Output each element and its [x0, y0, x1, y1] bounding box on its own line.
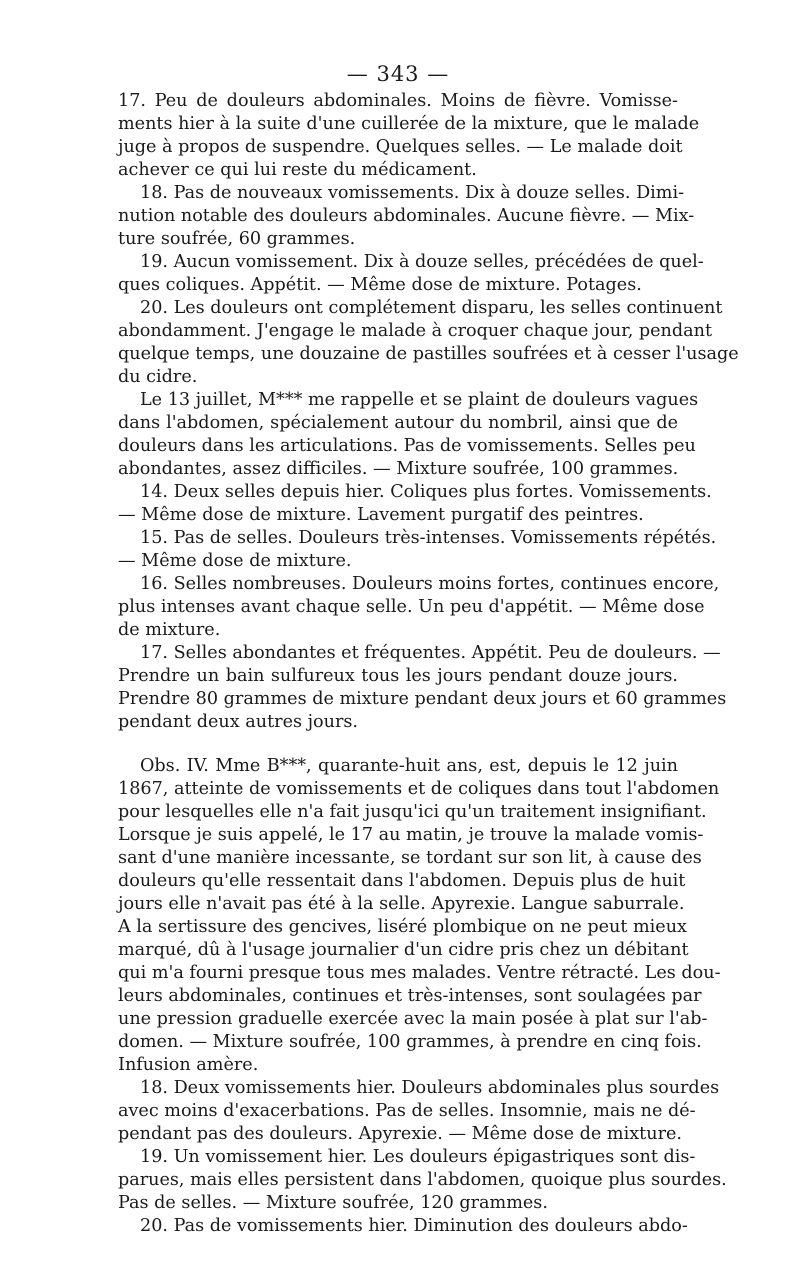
- text-line: ments hier à la suite d'une cuillerée de la mixture, que le malade: [118, 114, 700, 134]
- text-line: 20. Pas de vomissements hier. Diminution des douleurs abdo-: [140, 1216, 688, 1236]
- book-page: [118, 60, 739, 1238]
- text-line: 17. Selles abondantes et fréquentes. Appétit. Peu de douleurs. —: [140, 643, 721, 663]
- text-line: parues, mais elles persistent dans l'abdomen, quoique plus sourdes.: [118, 1170, 727, 1190]
- text-line: marqué, dû à l'usage journalier d'un cidre pris chez un débitant: [118, 940, 689, 960]
- text-line: juge à propos de suspendre. Quelques selles. — Le malade doit: [118, 137, 683, 157]
- text-line: de mixture.: [118, 620, 221, 640]
- text-line: abondamment. J'engage le malade à croquer chaque jour, pendant: [118, 321, 713, 341]
- text-line: 20. Les douleurs ont complétement disparu, les selles continuent: [140, 298, 723, 318]
- text-line: achever ce qui lui reste du médicament.: [118, 160, 477, 180]
- text-line: Prendre un bain sulfureux tous les jours pendant douze jours.: [118, 666, 678, 686]
- text-line: leurs abdominales, continues et très-intenses, sont soulagées par: [118, 986, 702, 1006]
- text-line: sant d'une manière incessante, se tordant sur son lit, à cause des: [118, 848, 702, 868]
- text-line: jours elle n'avait pas été à la selle. Apyrexie. Langue saburrale.: [118, 894, 685, 914]
- text-line: domen. — Mixture soufrée, 100 grammes, à prendre en cinq fois.: [118, 1032, 702, 1052]
- text-line: ques coliques. Appétit. — Même dose de mixture. Potages.: [118, 275, 642, 295]
- text-line: Prendre 80 grammes de mixture pendant deux jours et 60 grammes: [118, 689, 727, 709]
- text-line: pour lesquelles elle n'a fait jusqu'ici qu'un traitement insignifiant.: [118, 802, 707, 822]
- text-line: 14. Deux selles depuis hier. Coliques plus fortes. Vomissements.: [140, 482, 712, 502]
- text-line: qui m'a fourni presque tous mes malades. Ventre rétracté. Les dou-: [118, 963, 721, 983]
- text-line: Lorsque je suis appelé, le 17 au matin, je trouve la malade vomis-: [118, 825, 704, 845]
- text-line: douleurs qu'elle ressentait dans l'abdomen. Depuis plus de huit: [118, 871, 686, 891]
- text-line: ture soufrée, 60 grammes.: [118, 229, 356, 249]
- text-line: nution notable des douleurs abdominales. Aucune fièvre. — Mix-: [118, 206, 695, 226]
- text-line: abondantes, assez difficiles. — Mixture soufrée, 100 grammes.: [118, 459, 679, 479]
- text-line: une pression graduelle exercée avec la main posée à plat sur l'ab-: [118, 1009, 708, 1029]
- text-line: du cidre.: [118, 367, 198, 387]
- text-line: A la sertissure des gencives, liséré plombique on ne peut mieux: [118, 917, 687, 937]
- text-line: Le 13 juillet, M*** me rappelle et se plaint de douleurs vagues: [140, 390, 699, 410]
- observation-iv-block: [118, 755, 727, 1238]
- text-line: — Même dose de mixture.: [118, 551, 352, 571]
- text-line: douleurs dans les articulations. Pas de vomissements. Selles peu: [118, 436, 696, 456]
- text-line: 15. Pas de selles. Douleurs très-intenses. Vomissements répétés.: [140, 528, 717, 548]
- text-line: quelque temps, une douzaine de pastilles soufrées et à cesser l'usage: [118, 344, 739, 364]
- text-line: 17. Peu de douleurs abdominales. Moins de fièvre. Vomisse-: [118, 91, 678, 111]
- text-line: Infusion amère.: [118, 1055, 259, 1075]
- text-line: pendant pas des douleurs. Apyrexie. — Même dose de mixture.: [118, 1124, 682, 1144]
- text-line: pendant deux autres jours.: [118, 712, 359, 732]
- text-line: 1867, atteinte de vomissements et de coliques dans tout l'abdomen: [118, 779, 720, 799]
- page-number: — 343 —: [346, 62, 450, 86]
- text-line: plus intenses avant chaque selle. Un peu d'appétit. — Même dose: [118, 597, 705, 617]
- text-line: 19. Aucun vomissement. Dix à douze selles, précédées de quel-: [140, 252, 704, 272]
- text-line: 16. Selles nombreuses. Douleurs moins fortes, continues encore,: [140, 574, 720, 594]
- text-line: avec moins d'exacerbations. Pas de selles. Insomnie, mais ne dé-: [118, 1101, 696, 1121]
- daily-notes-block: [118, 90, 739, 734]
- section-gap: [118, 734, 678, 755]
- text-line: Obs. IV. Mme B***, quarante-huit ans, est, depuis le 12 juin: [140, 756, 678, 776]
- text-line: 18. Deux vomissements hier. Douleurs abdominales plus sourdes: [140, 1078, 720, 1098]
- text-line: dans l'abdomen, spécialement autour du nombril, ainsi que de: [118, 413, 678, 433]
- text-line: 18. Pas de nouveaux vomissements. Dix à douze selles. Dimi-: [140, 183, 685, 203]
- text-line: — Même dose de mixture. Lavement purgatif des peintres.: [118, 505, 644, 525]
- text-line: 19. Un vomissement hier. Les douleurs épigastriques sont dis-: [140, 1147, 696, 1167]
- text-line: Pas de selles. — Mixture soufrée, 120 grammes.: [118, 1193, 548, 1213]
